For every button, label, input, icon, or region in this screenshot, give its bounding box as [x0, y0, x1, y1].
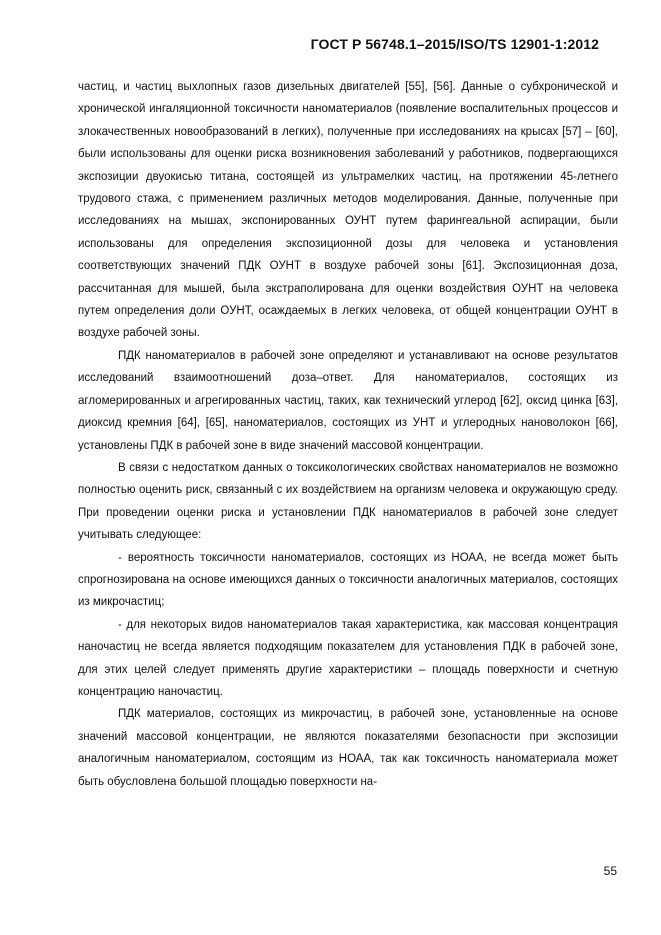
- page-header: ГОСТ Р 56748.1–2015/ISO/TS 12901-1:2012: [310, 36, 599, 52]
- list-item: - вероятность токсичности наноматериалов, состоящих из НОАА, не всегда может быть спрогнозирована на основе имеющихся данных о токсичности аналогичных материалов, состоящих из микрочастиц;: [78, 551, 618, 609]
- paragraph: ПДК материалов, состоящих из микрочастиц, в рабочей зоне, установленные на основе значений массовой концентрации, не являются показателями безопасности при экспозиции аналогичным наноматериалом, состоящим из НОАА, так как токсичность наноматериала может быть обусловлена большой площадью поверхности на-: [78, 708, 618, 788]
- list-item: - для некоторых видов наноматериалов такая характеристика, как массовая концентрация наночастиц не всегда является подходящим показателем для установления ПДК в рабочей зоне, для этих целей следует применять другие характеристики – площадь поверхности и счетную концентрацию наночастиц.: [78, 618, 618, 698]
- page-number: 55: [603, 864, 617, 878]
- paragraph: В связи с недостатком данных о токсикологических свойствах наноматериалов не возможно полностью оценить риск, связанный с их воздействием на организм человека и окружающую среду. При проведении оценки риска и установлении ПДК наноматериалов в рабочей зоне следует учитывать следующее:: [78, 461, 618, 542]
- paragraph: частиц, и частиц выхлопных газов дизельных двигателей [55], [56]. Данные о субхронической и хронической ингаляционной токсичности наноматериалов (появление воспалительных процессов и злокачественных новообразований в легких), полученные при исследованиях на крысах [57] – [60], были использованы для оценки риска возникновения заболеваний у работников, подвергающихся экспозиции двуокисью титана, состоящей из ультрамелких частиц, на протяжении 45-летнего трудового стажа, с применением различных методов моделирования. Данные, полученные при исследованиях на мышах, экспонированных ОУНТ путем фарингеальной аспирации, были использованы для определения экспозиционной дозы для человека и установления соответствующих значений ПДК ОУНТ в воздухе рабочей зоны [61]. Экспозиционная доза, рассчитанная для мышей, была экстраполирована для оценки воздействия ОУНТ на человека путем определения доли ОУНТ, осаждаемых в легких человека, от общей концентрации ОУНТ в воздухе рабочей зоны.: [78, 81, 618, 340]
- document-body: [78, 76, 618, 793]
- paragraph: ПДК наноматериалов в рабочей зоне определяют и устанавливают на основе результатов исследований взаимоотношений доза–ответ. Для наноматериалов, состоящих из агломерированных и агрегированных частиц, таких, как технический углерод [62], оксид цинка [63], диоксид кремния [64], [65], наноматериалов, состоящих из УНТ и углеродных нановолокон [66], установлены ПДК в рабочей зоне в виде значений массовой концентрации.: [78, 349, 618, 452]
